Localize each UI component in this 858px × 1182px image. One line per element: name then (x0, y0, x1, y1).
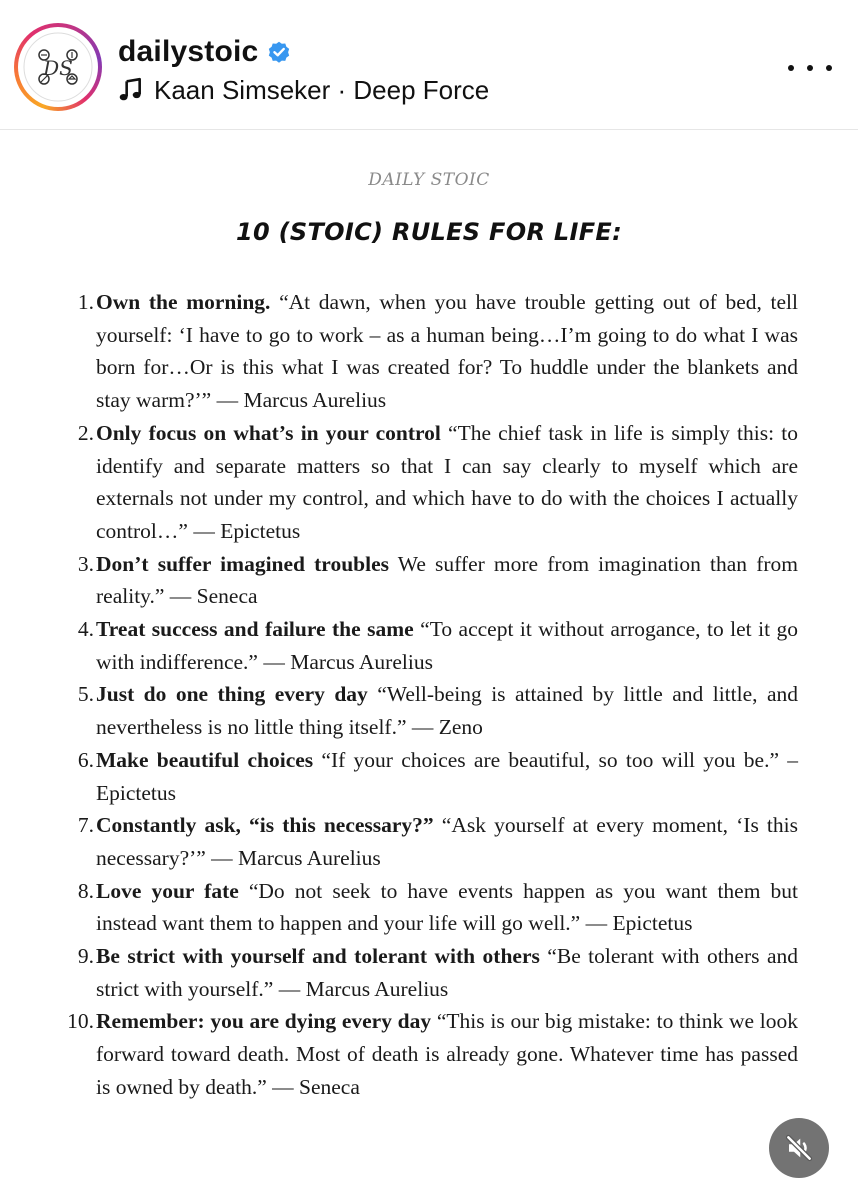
verified-badge-icon (266, 39, 292, 65)
audio-track-label: Kaan Simseker · Deep Force (154, 74, 490, 105)
rule-item (77, 548, 798, 613)
rule-item (77, 678, 798, 743)
username-row (118, 32, 292, 72)
rule-quote: “Well-being is attained by little and little, and nevertheless is no little thing itself.” — Zeno (96, 682, 798, 740)
more-options-button[interactable] (788, 52, 832, 84)
rule-number: 1. (77, 290, 94, 314)
post-header (0, 0, 858, 130)
rule-quote: “If your choices are beautiful, so too will you be.” –Epictetus (96, 747, 798, 805)
muted-speaker-icon (784, 1133, 814, 1163)
rule-quote: “This is our big mistake: to think we look forward toward death. Most of death is already gone. Whatever time has passed is owned by death.” — Seneca (96, 1009, 798, 1099)
rule-item (77, 744, 798, 809)
rule-number: 9. (77, 944, 94, 969)
rule-quote: “At dawn, when you have trouble getting out of bed, tell yourself: ‘I have to go to work – as a human being…I’m going to do what I was born for…Or is this what I was created for? To huddle under the blankets and stay warm?’” — Marcus Aurelius (96, 290, 798, 413)
username[interactable]: dailystoic (118, 35, 259, 68)
rule-title: Just do one thing every day (96, 682, 368, 707)
music-note-icon (118, 77, 144, 103)
mute-toggle-button[interactable] (769, 1118, 829, 1178)
avatar-image (18, 27, 98, 107)
rule-number: 2. (77, 420, 94, 445)
rule-title: Love your fate (96, 878, 239, 903)
rule-number: 3. (77, 551, 94, 576)
rule-quote: “Ask yourself at every moment, ‘Is this necessary?’” — Marcus Aurelius (96, 813, 798, 870)
post-headline: 10 (STOIC) RULES FOR LIFE: (236, 218, 622, 246)
rule-title: Don’t suffer imagined troubles (96, 551, 390, 576)
rule-item (77, 875, 799, 940)
rule-quote: “Be tolerant with others and strict with yourself.” — Marcus Aurelius (96, 944, 798, 1001)
more-options-icon (807, 65, 813, 71)
rule-title: Make beautiful choices (96, 747, 314, 772)
rules-list (67, 286, 799, 1104)
rule-title: Be strict with yourself and tolerant with others (96, 944, 540, 969)
rule-number: 10. (67, 1009, 94, 1034)
more-options-icon (826, 65, 832, 71)
rule-number: 7. (77, 813, 94, 838)
rule-title: Only focus on what’s in your control (96, 420, 441, 445)
profile-avatar[interactable] (14, 23, 102, 111)
rule-item (77, 286, 798, 417)
rule-item (77, 940, 798, 1005)
svg-text:DS: DS (43, 56, 73, 80)
more-options-icon (788, 65, 794, 71)
rule-title: Treat success and failure the same (96, 617, 414, 642)
rule-title: Constantly ask, “is this necessary?” (96, 813, 434, 838)
rule-quote: “The chief task in life is simply this: to identify and separate matters so that I can say clearly to myself which are externals not under my control, and which have to do with the choices I actually control…” — Epictetus (96, 420, 798, 543)
post-media[interactable] (0, 130, 858, 1182)
rule-item (67, 1005, 798, 1103)
rule-number: 8. (77, 878, 94, 903)
post-kicker: DAILY STOIC (368, 170, 490, 190)
rule-item (77, 809, 798, 874)
audio-attribution[interactable] (118, 72, 489, 108)
rule-title: Own the morning. (96, 290, 271, 314)
dailystoic-logo-icon (22, 31, 94, 103)
rule-item (77, 613, 798, 678)
rule-quote: “Do not seek to have events happen as you want them but instead want them to happen and your life will go well.” — Epictetus (96, 878, 799, 936)
rule-title: Remember: you are dying every day (96, 1009, 432, 1034)
rule-number: 5. (77, 682, 94, 707)
rule-number: 4. (77, 617, 94, 642)
rule-item (77, 417, 798, 548)
rule-quote: “To accept it without arrogance, to let it go with indifference.” — Marcus Aurelius (96, 617, 798, 674)
rule-quote: We suffer more from imagination than from reality.” — Seneca (96, 551, 798, 609)
rule-number: 6. (77, 747, 94, 772)
